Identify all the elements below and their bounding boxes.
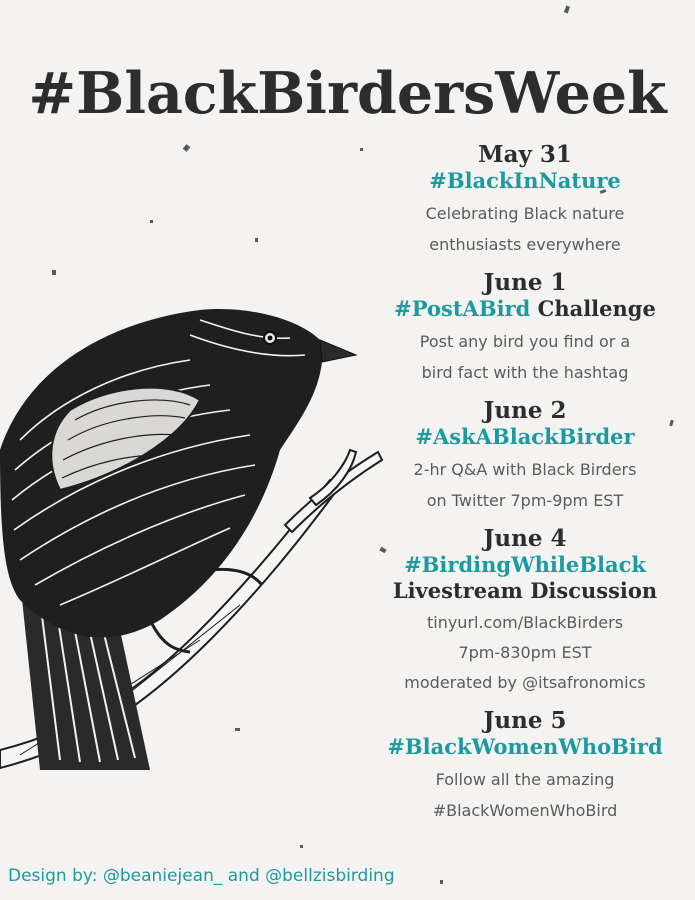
event-hashtag — [360, 734, 690, 760]
event-subtitle: Livestream Discussion — [392, 578, 658, 603]
event-june-4 — [360, 526, 690, 698]
page-title: #BlackBirdersWeek — [28, 60, 667, 127]
description-line: #BlackWomenWhoBird — [432, 801, 618, 820]
blackbird-illustration — [0, 300, 390, 770]
paper-speck — [150, 220, 153, 223]
event-description — [360, 198, 690, 260]
description-line: Follow all the amazing — [435, 770, 615, 789]
event-date: June 2 — [483, 397, 567, 424]
event-description — [360, 764, 690, 826]
event-date: June 4 — [483, 525, 567, 552]
description-line: enthusiasts everywhere — [429, 235, 621, 254]
bird-body — [0, 309, 356, 637]
event-description — [360, 608, 690, 698]
description-line: 2-hr Q&A with Black Birders — [413, 460, 637, 479]
description-line: 7pm-830pm EST — [458, 643, 592, 662]
event-description — [360, 454, 690, 516]
hashtag-text: #BirdingWhileBlack — [404, 552, 646, 577]
event-june-2 — [360, 398, 690, 516]
event-june-1 — [360, 270, 690, 388]
event-june-5 — [360, 708, 690, 826]
paper-speck — [183, 144, 191, 152]
hashtag-text: #AskABlackBirder — [415, 424, 635, 449]
description-line: on Twitter 7pm-9pm EST — [426, 491, 624, 510]
event-hashtag — [360, 168, 690, 194]
description-line: Celebrating Black nature — [425, 204, 625, 223]
hashtag-suffix: Challenge — [530, 296, 656, 321]
design-credit: Design by: @beaniejean_ and @bellzisbirding — [8, 866, 395, 886]
event-date: June 1 — [483, 269, 567, 296]
event-hashtag — [360, 552, 690, 578]
paper-speck — [300, 845, 303, 848]
hashtag-text: #PostABird — [394, 296, 531, 321]
description-line: moderated by @itsafronomics — [404, 673, 646, 692]
event-date: June 5 — [483, 707, 567, 734]
paper-speck — [440, 880, 443, 884]
description-line: tinyurl.com/BlackBirders — [426, 613, 624, 632]
paper-speck — [52, 270, 56, 275]
event-description — [360, 326, 690, 388]
event-schedule — [360, 142, 690, 836]
hashtag-text: #BlackWomenWhoBird — [387, 734, 663, 759]
event-may-31 — [360, 142, 690, 260]
event-hashtag — [360, 424, 690, 450]
paper-speck — [564, 6, 570, 14]
paper-speck — [255, 238, 258, 242]
event-date: May 31 — [478, 141, 572, 168]
event-hashtag — [360, 296, 690, 322]
description-line: Post any bird you find or a — [419, 332, 631, 351]
description-line: bird fact with the hashtag — [421, 363, 629, 382]
hashtag-text: #BlackInNature — [429, 168, 621, 193]
